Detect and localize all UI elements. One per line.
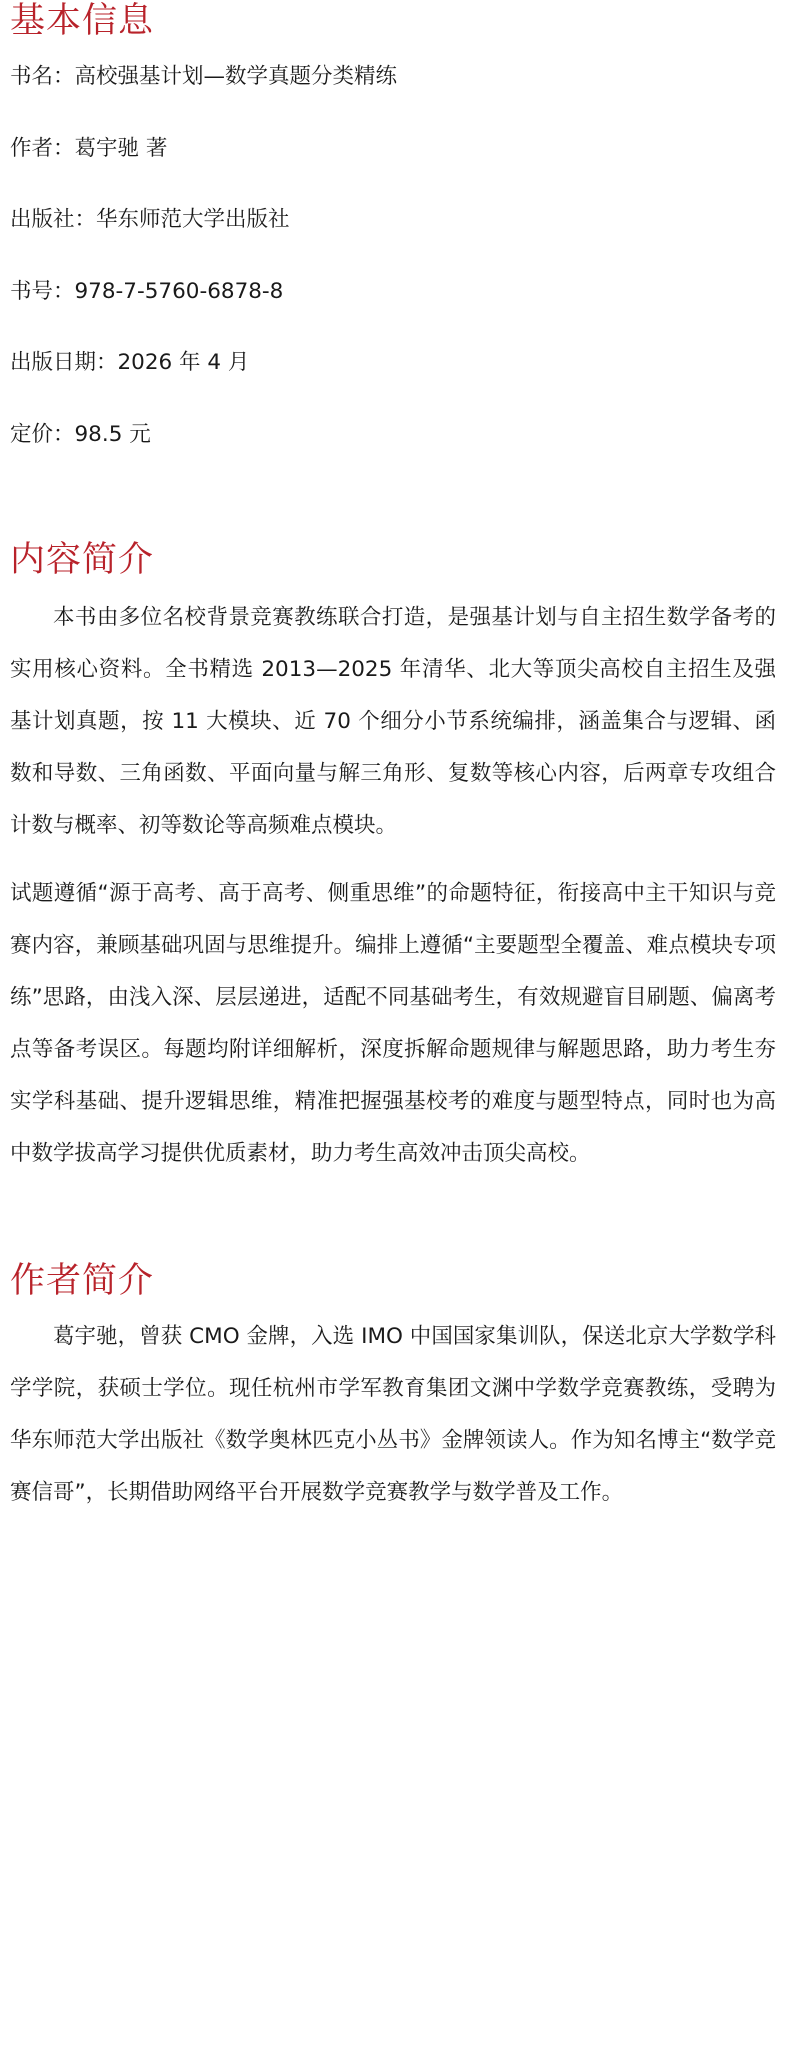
author-line: 作者：葛宇驰 著 [10,135,168,161]
author-intro-heading: 作者简介 [10,1261,155,1301]
basic-info-heading: 基本信息 [10,1,155,41]
price-line: 定价：98.5 元 [10,421,151,447]
author-intro-paragraph: 葛宇驰，曾获 CMO 金牌，入选 IMO 中国国家集训队，保送北京大学数学科学学院，获硕士学位。现任杭州市学军教育集团文渊中学数学竞赛教练，受聘为华东师范大学出版社《数学奥林匹克小丛书》金牌领读人。作为知名博主“数学竞赛信哥”，长期借助网络平台开展数学竞赛教学与数学普及工作。 [10,1324,776,1505]
content-intro-paragraph-2: 试题遵循“源于高考、高于高考、侧重思维”的命题特征，衔接高中主干知识与竞赛内容，兼顾基础巩固与思维提升。编排上遵循“主要题型全覆盖、难点模块专项练”思路，由浅入深、层层递进，适配不同基础考生，有效规避盲目刷题、偏离考点等备考误区。每题均附详细解析，深度拆解命题规律与解题思路，助力考生夯实学科基础、提升逻辑思维，精准把握强基校考的难度与题型特点，同时也为高中数学拔高学习提供优质素材，助力考生高效冲击顶尖高校。 [10,881,776,1166]
book-title-line: 书名：高校强基计划—数学真题分类精练 [10,64,398,89]
content-intro-heading: 内容简介 [10,540,155,580]
publisher-line: 出版社：华东师范大学出版社 [10,207,290,232]
isbn-line: 书号：978-7-5760-6878-8 [10,278,284,304]
publish-date-line: 出版日期：2026 年 4 月 [10,350,250,375]
book-info-page [0,1,790,1519]
content-intro-paragraph-1: 本书由多位名校背景竞赛教练联合打造，是强基计划与自主招生数学备考的实用核心资料。全书精选 2013—2025 年清华、北大等顶尖高校自主招生及强基计划真题，按 11 大模块、近 70 个细分小节系统编排，涵盖集合与逻辑、函数和导数、三角函数、平面向量与解三角形、复数等核心内容，后两章专攻组合计数与概率、初等数论等高频难点模块。 [10,605,776,838]
